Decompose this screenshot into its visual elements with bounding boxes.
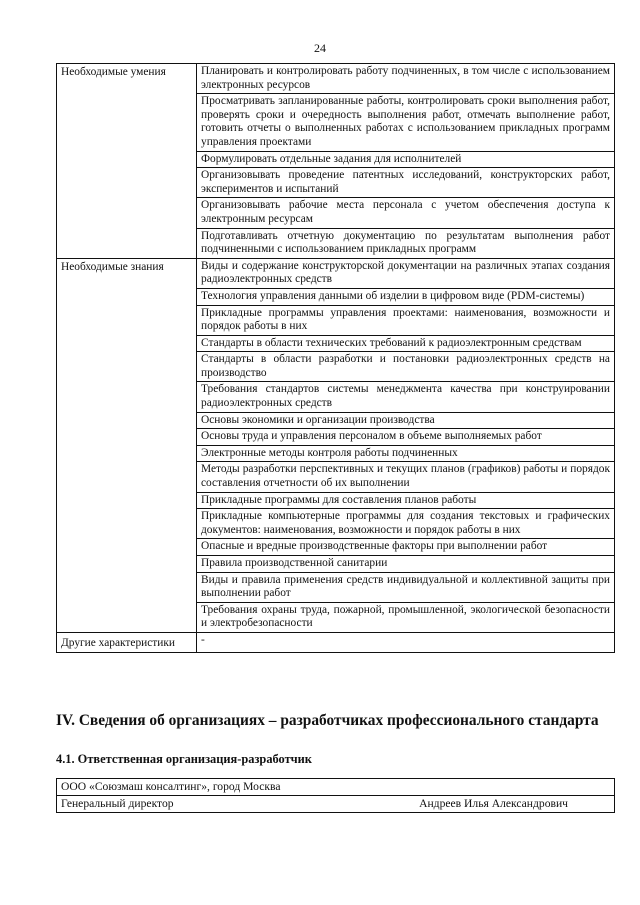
knowledge-label: Необходимые знания (57, 258, 197, 632)
knowledge-item: Требования охраны труда, пожарной, промышленной, экологической безопасности и электробезопасности (197, 602, 615, 632)
section-title: IV. Сведения об организациях – разработчиках профессионального стандарта (56, 712, 599, 729)
skills-item: Подготавливать отчетную документацию по результатам выполнения работ подчиненными с использованием прикладных программ (197, 228, 615, 258)
skills-item: Организовывать рабочие места персонала с учетом обеспечения доступа к электронным ресурсам (197, 198, 615, 228)
skills-item: Формулировать отдельные задания для исполнителей (197, 151, 615, 168)
knowledge-item: Правила производственной санитарии (197, 556, 615, 573)
director-name: Андреев Илья Александрович (419, 797, 568, 810)
knowledge-item: Основы экономики и организации производства (197, 412, 615, 429)
knowledge-item: Основы труда и управления персоналом в объеме выполняемых работ (197, 429, 615, 446)
knowledge-item: Электронные методы контроля работы подчиненных (197, 445, 615, 462)
requirements-table-body (57, 64, 615, 653)
knowledge-item: Стандарты в области технических требований к радиоэлектронным средствам (197, 335, 615, 352)
skills-row (57, 64, 615, 94)
other-label: Другие характеристики (57, 632, 197, 652)
director-cell (57, 796, 615, 813)
knowledge-item: Прикладные компьютерные программы для создания текстовых и графических документов: наименования, возможности и порядок работы в них (197, 509, 615, 539)
other-value: - (197, 632, 615, 652)
knowledge-item: Методы разработки перспективных и текущих планов (графиков) работы и порядок составления отчетности об их выполнении (197, 462, 615, 492)
subsection-title: 4.1. Ответственная организация-разработчик (56, 752, 312, 766)
requirements-table (56, 63, 615, 653)
knowledge-item: Требования стандартов системы менеджмента качества при конструировании радиоэлектронных средств (197, 382, 615, 412)
knowledge-row (57, 258, 615, 288)
other-row (57, 632, 615, 652)
director-row (57, 796, 615, 813)
skills-item: Организовывать проведение патентных исследований, конструкторских работ, экспериментов и испытаний (197, 168, 615, 198)
skills-item: Планировать и контролировать работу подчиненных, в том числе с использованием электронных ресурсов (197, 64, 615, 94)
knowledge-item: Виды и содержание конструкторской документации на различных этапах создания радиоэлектронных средств (197, 258, 615, 288)
skills-item: Просматривать запланированные работы, контролировать сроки выполнения работ, проверять сроки и очередность выполнения работ, отмечать выполнение работ, готовить отчеты о выполненных работах с использованием прикладных программ управления проектами (197, 94, 615, 151)
knowledge-item: Опасные и вредные производственные факторы при выполнении работ (197, 539, 615, 556)
organization-row (57, 779, 615, 796)
director-position: Генеральный директор (61, 797, 174, 810)
organization-table (56, 778, 615, 813)
skills-label: Необходимые умения (57, 64, 197, 259)
director-line (61, 797, 610, 811)
knowledge-item: Технология управления данными об изделии в цифровом виде (PDM-системы) (197, 288, 615, 305)
knowledge-item: Виды и правила применения средств индивидуальной и коллективной защиты при выполнении работ (197, 572, 615, 602)
organization-name: ООО «Союзмаш консалтинг», город Москва (57, 779, 615, 796)
knowledge-item: Прикладные программы для составления планов работы (197, 492, 615, 509)
knowledge-item: Прикладные программы управления проектами: наименования, возможности и порядок работы в них (197, 305, 615, 335)
knowledge-item: Стандарты в области разработки и постановки радиоэлектронных средств на производство (197, 352, 615, 382)
page-number: 24 (314, 41, 326, 55)
